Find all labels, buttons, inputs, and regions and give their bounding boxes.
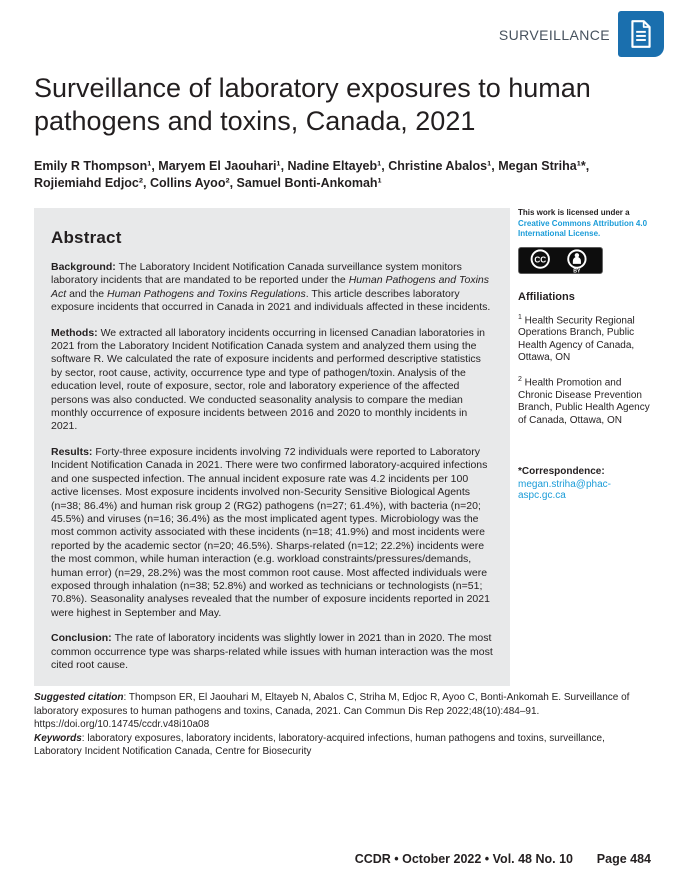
affiliation-text-2: Health Promotion and Chronic Disease Prevention Branch, Public Health Agency of Canada, Ottawa, ON: [518, 377, 650, 426]
abstract-results-paragraph: [51, 446, 493, 620]
keywords-label: Keywords: [34, 732, 82, 744]
license-prefix: This work is licensed under a: [518, 208, 630, 217]
authors-line-2: Rojiemiahd Edjoc², Collins Ayoo², Samuel Bonti-Ankomah¹: [34, 175, 382, 190]
keywords-text: laboratory exposures, laboratory incidents, laboratory-acquired infections, human pathogens and toxins, surveillance, Laboratory Incident Notification Canada, Centre for Biosecurity: [34, 732, 605, 757]
regulations-title: Human Pathogens and Toxins Regulations: [107, 287, 306, 300]
affiliation-marker-1: 1: [518, 313, 522, 321]
category-label: SURVEILLANCE: [498, 27, 610, 43]
keywords-colon: :: [81, 732, 88, 744]
footer-page-number: Page 484: [596, 852, 651, 866]
background-text: The Laboratory Incident Notification Canada surveillance system monitors laboratory incidents that are mandated to be reported under the: [51, 261, 462, 287]
citation-text: Thompson ER, El Jaouhari M, Eltayeb N, Abalos C, Striha M, Edjoc R, Ayoo C, Bonti-Ankomah E. Surveillance of laboratory exposures to human pathogens and toxins, Canada, 2021. Can Commun Dis Rep 2022;48(10):484–91. https://doi.org/10.14745/ccdr.v48i10a08: [34, 692, 630, 730]
authors-line: [34, 158, 634, 191]
affiliation-marker-2: 2: [518, 375, 522, 383]
background-text-2: and the: [66, 287, 108, 300]
abstract-conclusion-paragraph: [51, 632, 493, 672]
background-label: Background:: [51, 261, 119, 273]
title-line-2: pathogens and toxins, Canada, 2021: [34, 106, 476, 136]
abstract-methods-paragraph: [51, 327, 493, 434]
correspondence-email-link[interactable]: megan.striha@phac-aspc.gc.ca: [518, 479, 611, 502]
conclusion-label: Conclusion:: [51, 632, 115, 645]
citation-colon: :: [123, 692, 129, 703]
methods-text: We extracted all laboratory incidents occurring in licensed Canadian laboratories in 2021 from the Laboratory Incident Notification Canada system and analyzed them using the software R. We calculated the rate of exposure incidents and performed descriptive statistics by sector, root cause, activity, occurrence type and type of pathogen/toxin. Analysis of the education level, route of exposure, sector, role and laboratory experience of the affected persons was also conducted. We conducted seasonality analysis to compare the median monthly occurrence of exposure incidents between 2016 and 2020 to monthly incidents in 2021.: [51, 326, 486, 433]
sidebar: [518, 208, 652, 686]
affiliation-item-1: [518, 312, 652, 365]
correspondence-label: *Correspondence:: [518, 466, 605, 478]
authors-line-1: Emily R Thompson¹, Maryem El Jaouhari¹, Nadine Eltayeb¹, Christine Abalos¹, Megan Striha¹*,: [34, 159, 590, 173]
license-link[interactable]: Creative Commons Attribution 4.0 International License.: [518, 218, 648, 238]
license-note: [518, 208, 652, 240]
svg-text:CC: CC: [534, 254, 547, 264]
background-text-3: . This article describes laboratory exposure incidents that occurred in Canada in 2021 and individuals affected in these incidents.: [51, 287, 491, 314]
article-title: [34, 72, 654, 138]
abstract-background-paragraph: [51, 261, 493, 315]
footer-journal-line: CCDR • October 2022 • Vol. 48 No. 10: [354, 852, 573, 866]
methods-label: Methods:: [51, 326, 101, 339]
suggested-citation: [34, 691, 651, 732]
document-icon: [628, 19, 654, 49]
surveillance-document-icon: [618, 11, 664, 57]
correspondence-email-row: [518, 479, 652, 501]
abstract-box: [34, 208, 510, 686]
affiliations-heading: Affiliations: [518, 290, 575, 303]
cc-by-badge-icon: [518, 247, 603, 274]
conclusion-text: The rate of laboratory incidents was slightly lower in 2021 than in 2020. The most common occurrence type was sharps-related while issues with human interaction was the most cited root cause.: [51, 632, 493, 671]
suggested-citation-label: Suggested citation: [34, 692, 124, 703]
affiliation-text-1: Health Security Regional Operations Branch, Public Health Agency of Canada, Ottawa, ON: [518, 314, 635, 364]
keywords: [34, 732, 651, 759]
abstract-heading: Abstract: [51, 228, 122, 247]
content-columns: [34, 208, 652, 686]
act-title: Human Pathogens and Toxins Act: [51, 274, 489, 300]
svg-text:BY: BY: [573, 267, 581, 274]
results-label: Results:: [51, 445, 96, 458]
affiliation-item-2: [518, 374, 652, 427]
results-text: Forty-three exposure incidents involving 72 individuals were reported to Laboratory Incident Notification Canada in 2021. There were two confirmed laboratory-acquired infections and one suspected infection. The annual incident exposure rate was 4.2 incidents per 100 active licenses. Most exposure incidents involved non-Security Sensitive Biological Agents (n=38; 86.4%) and human risk group 2 (RG2) pathogens (n=27; 61.4%), with bacteria (n=20; 45.5%) and viruses (n=16; 36.4%) as the most implicated agent types. Microbiology was the most common activity associated with these incidents (n=18; 41.9%) and most incidents were reported by the academic sector (n=20; 46.5%). Sharps-related (n=12; 22.2%) incidents were the most common, while human interaction (e.g. workload constraints/pressures/demands, human error) (n=29, 28.2%) was the most common root cause. Most affected individuals were exposed through inhalation (n=38; 52.8%) and worked as technicians or technologists (n=51; 70.8%). Seasonality analyses revealed that the number of exposure incidents reported in 2021 were highest in September and May.: [51, 445, 490, 619]
title-line-1: Surveillance of laboratory exposures to human: [34, 73, 591, 103]
citation-block: [34, 691, 651, 759]
